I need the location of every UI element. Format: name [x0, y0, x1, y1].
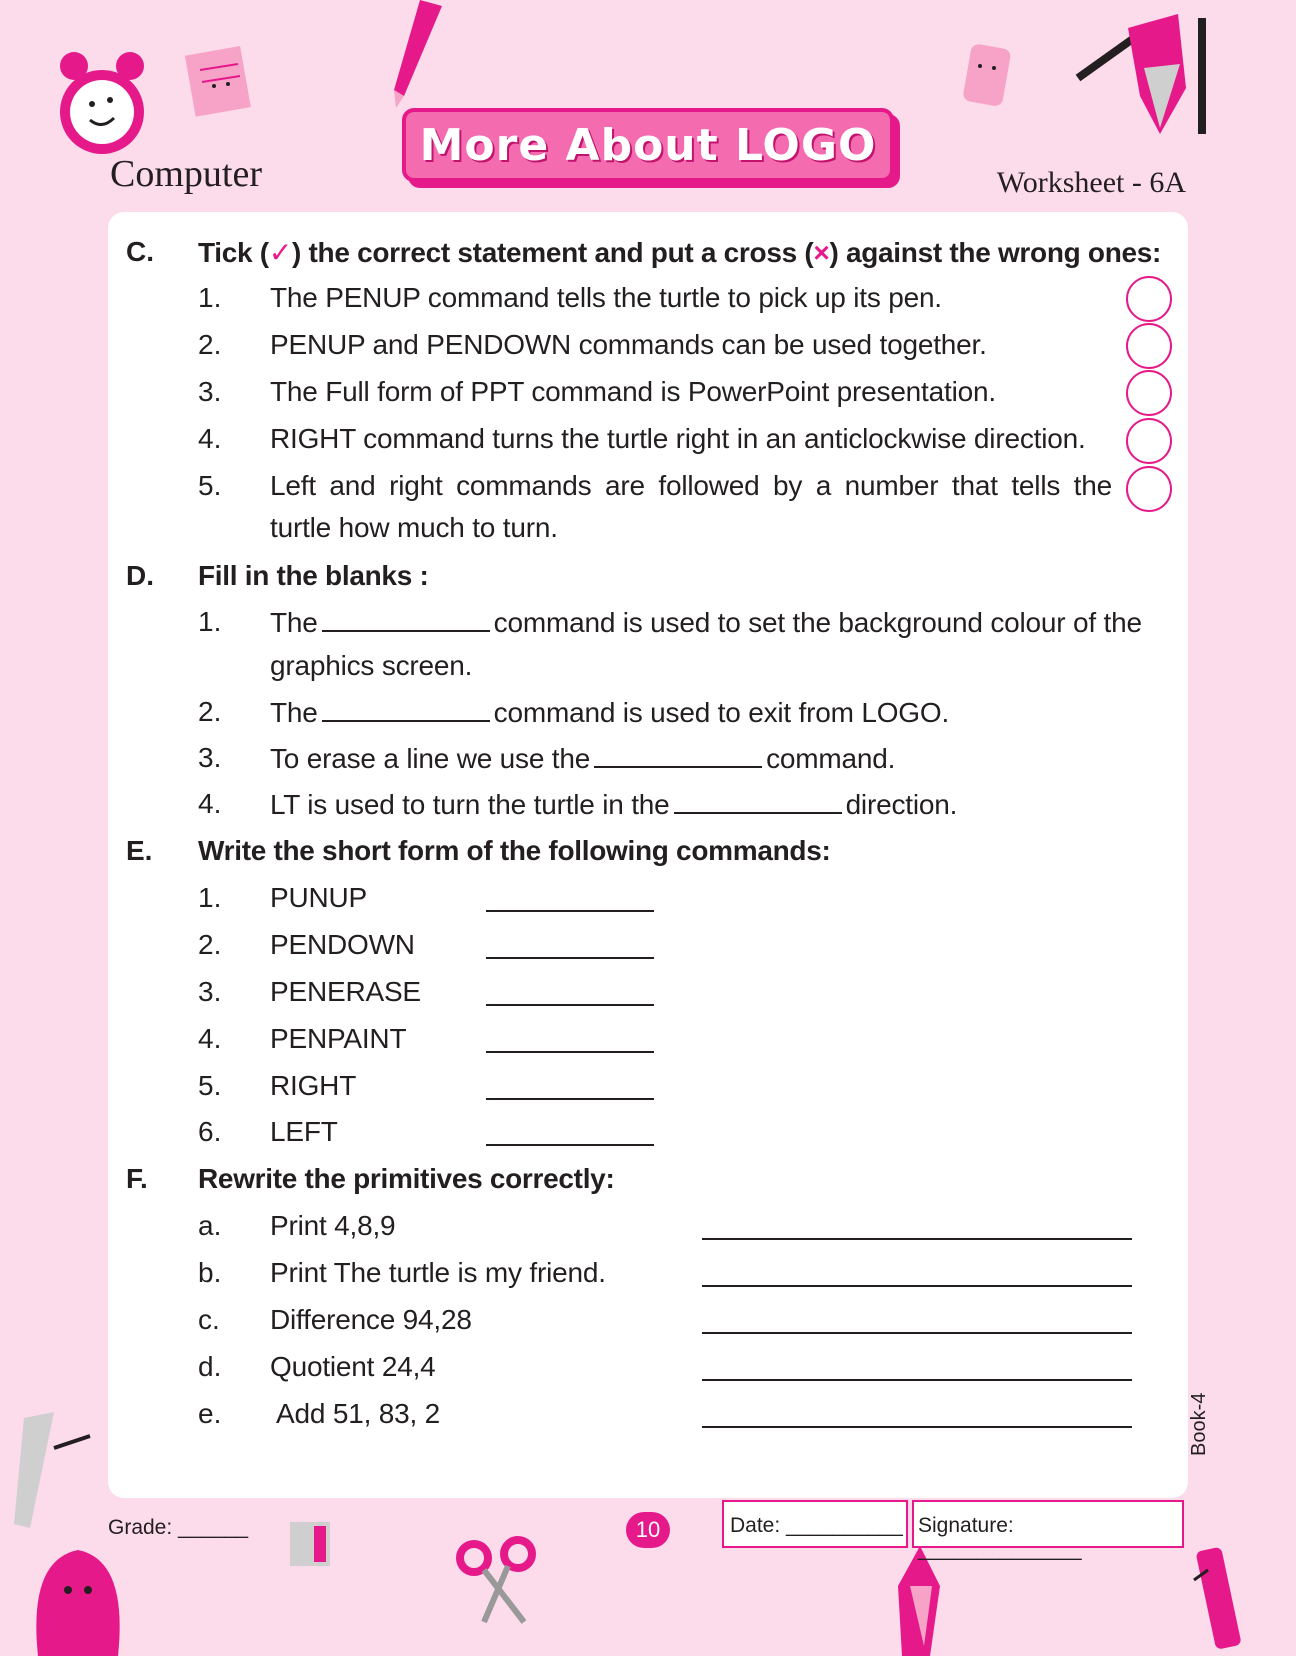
date-label: Date: __________ — [730, 1514, 903, 1537]
answer-line[interactable] — [702, 1400, 1132, 1428]
section-e-item-text: PENDOWN — [270, 929, 415, 960]
answer-line[interactable] — [486, 931, 654, 959]
section-f-letter: F. — [126, 1163, 148, 1194]
section-c-item-num: 3. — [198, 376, 222, 407]
section-f-item-text: Add 51, 83, 2 — [270, 1398, 441, 1429]
section-c-item-text: Left and right commands are followed by a number that tells the — [270, 470, 1112, 501]
section-f-item-num: e. — [198, 1398, 222, 1429]
section-e-item-text: LEFT — [270, 1116, 338, 1147]
section-c-heading: Tick (✓) the correct statement and put a cross (×) against the wrong ones: — [198, 237, 1162, 268]
section-c-item-text: RIGHT command turns the turtle right in an anticlockwise direction. — [270, 423, 1086, 454]
cross-icon: × — [813, 237, 830, 268]
section-c-item-text: The PENUP command tells the turtle to pick up its pen. — [270, 282, 942, 313]
section-e-heading: Write the short form of the following commands: — [198, 835, 831, 866]
section-d-item: To erase a line we use the command. — [270, 743, 896, 774]
scissors-icon — [454, 1536, 544, 1626]
signature-label: Signature: ______________ — [918, 1514, 1082, 1561]
section-f-item-text: Print 4,8,9 — [270, 1210, 396, 1241]
fill-blank[interactable] — [322, 696, 490, 722]
answer-line[interactable] — [702, 1306, 1132, 1334]
fill-blank[interactable] — [322, 606, 490, 632]
pen-character-icon — [1190, 1540, 1260, 1656]
section-c-item-text-cont: turtle how much to turn. — [270, 512, 558, 543]
ruler-character-icon — [10, 1408, 100, 1538]
answer-circle[interactable] — [1126, 276, 1172, 322]
section-f-item-text: Difference 94,28 — [270, 1304, 472, 1335]
section-e-item-num: 4. — [198, 1023, 222, 1054]
answer-circle[interactable] — [1126, 418, 1172, 464]
section-d-heading: Fill in the blanks : — [198, 560, 429, 591]
section-d-item-num: 3. — [198, 742, 222, 773]
section-e-item-num: 5. — [198, 1070, 222, 1101]
section-c-item-text: The Full form of PPT command is PowerPoint presentation. — [270, 376, 996, 407]
section-f-item-num: a. — [198, 1210, 222, 1241]
section-d-item: LT is used to turn the turtle in the direction. — [270, 789, 958, 820]
answer-line[interactable] — [486, 884, 654, 912]
worksheet-number: Worksheet - 6A — [996, 166, 1186, 199]
sharpener-icon — [284, 1516, 344, 1580]
section-f-item-num: d. — [198, 1351, 222, 1382]
section-e-item-text: RIGHT — [270, 1070, 357, 1101]
subject-label: Computer — [110, 153, 262, 195]
answer-line[interactable] — [486, 978, 654, 1006]
section-d-letter: D. — [126, 560, 154, 591]
section-f-heading: Rewrite the primitives correctly: — [198, 1163, 615, 1194]
section-d-item-num: 1. — [198, 606, 222, 637]
pencil-character-icon — [1068, 8, 1218, 138]
section-e-item-text: PENPAINT — [270, 1023, 407, 1054]
date-box[interactable] — [722, 1500, 908, 1548]
section-e-item-num: 1. — [198, 882, 222, 913]
alarm-clock-icon — [52, 44, 152, 164]
section-f-item-text: Print The turtle is my friend. — [270, 1257, 606, 1288]
section-e-item-num: 2. — [198, 929, 222, 960]
answer-line[interactable] — [486, 1025, 654, 1053]
book-label: Book-4 — [1188, 1392, 1210, 1456]
section-f-item-num: b. — [198, 1257, 222, 1288]
notebook-icon — [180, 42, 260, 122]
pencil-icon — [380, 0, 450, 110]
page-number-badge: 10 — [626, 1512, 670, 1548]
crayon-character-icon — [880, 1546, 960, 1656]
answer-circle[interactable] — [1126, 323, 1172, 369]
worksheet-title: More About LOGO — [419, 119, 877, 171]
section-d-item-cont: graphics screen. — [270, 650, 473, 681]
section-e-item-num: 6. — [198, 1116, 222, 1147]
signature-box[interactable] — [912, 1500, 1184, 1561]
section-f-item-text: Quotient 24,4 — [270, 1351, 436, 1382]
answer-line[interactable] — [702, 1353, 1132, 1381]
section-f-item-num: c. — [198, 1304, 220, 1335]
answer-line[interactable] — [486, 1072, 654, 1100]
answer-circle[interactable] — [1126, 466, 1172, 512]
backpack-icon — [18, 1520, 138, 1656]
section-c-item-num: 2. — [198, 329, 222, 360]
grade-field[interactable]: Grade: ______ — [108, 1516, 249, 1539]
fill-blank[interactable] — [674, 788, 842, 814]
section-d-item: The command is used to exit from LOGO. — [270, 697, 950, 728]
section-c-item-num: 1. — [198, 282, 222, 313]
answer-line[interactable] — [702, 1259, 1132, 1287]
section-c-item-text: PENUP and PENDOWN commands can be used together. — [270, 329, 987, 360]
answer-line[interactable] — [702, 1212, 1132, 1240]
section-e-item-text: PENERASE — [270, 976, 421, 1007]
section-e-item-num: 3. — [198, 976, 222, 1007]
answer-circle[interactable] — [1126, 370, 1172, 416]
section-e-letter: E. — [126, 835, 153, 866]
worksheet-title-banner — [402, 108, 894, 182]
section-e-item-text: PUNUP — [270, 882, 368, 913]
answer-line[interactable] — [486, 1118, 654, 1146]
fill-blank[interactable] — [594, 742, 762, 768]
tick-icon: ✓ — [268, 237, 292, 268]
eraser-icon — [946, 40, 1026, 120]
section-c-item-num: 5. — [198, 470, 222, 501]
section-d-item-num: 2. — [198, 696, 222, 727]
section-c-item-num: 4. — [198, 423, 222, 454]
section-d-item-num: 4. — [198, 788, 222, 819]
section-d-item: The command is used to set the background colour of the — [270, 607, 1142, 638]
section-c-letter: C. — [126, 236, 154, 267]
